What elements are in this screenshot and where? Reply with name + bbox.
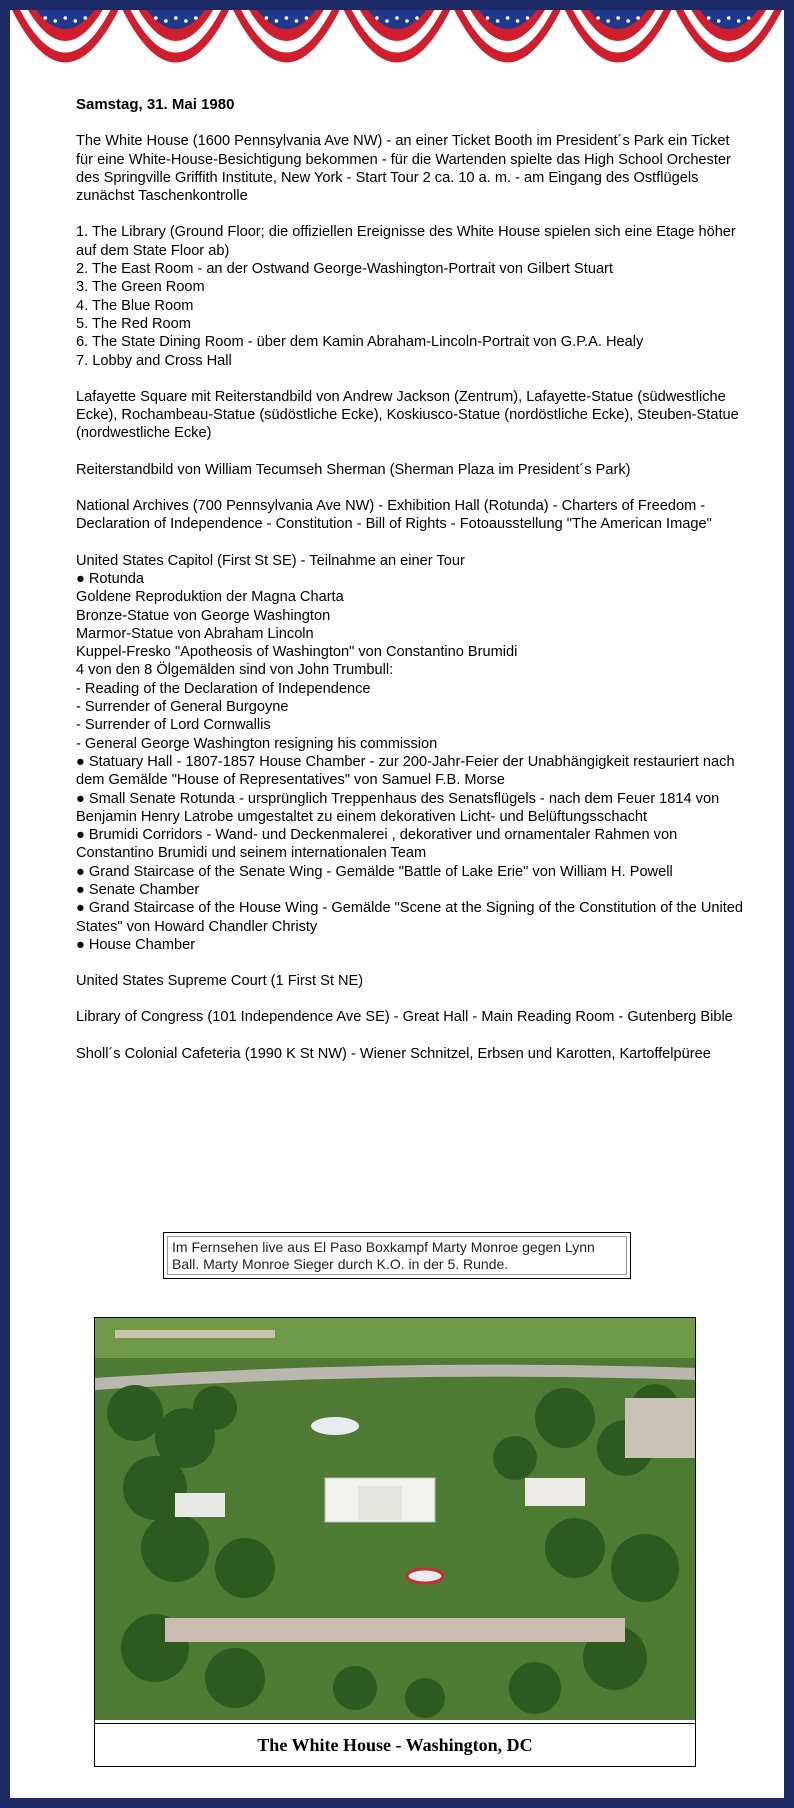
itinerary-line: 2. The East Room - an der Ostwand George-Washington-Portrait von Gilbert Stuart	[76, 261, 613, 278]
photo-caption: The White House - Washington, DC	[95, 1723, 695, 1766]
itinerary-block	[76, 972, 746, 990]
itinerary-line: 4. The Blue Room	[76, 297, 194, 314]
itinerary-line: National Archives (700 Pennsylvania Ave NW) - Exhibition Hall (Rotunda) - Charters of Freedom - Declaration of Independence - Constitution - Bill of Rights - Fotoausstellung "The American Image"	[76, 498, 712, 533]
itinerary-line: 3. The Green Room	[76, 279, 205, 296]
itinerary-line: United States Capitol (First St SE) - Teilnahme an einer Tour	[76, 552, 465, 569]
itinerary-line: The White House (1600 Pennsylvania Ave NW) - an einer Ticket Booth im President´s Park ein Ticket für eine White-House-Besichtigung bekommen - für die Wartenden spielte das High School Orchester des Springville Griffith Institute, New York - Start Tour 2 ca. 10 a. m. - am Eingang des Ostflügels zunächst Taschenkontrolle	[76, 133, 731, 205]
itinerary-line: ● Grand Staircase of the Senate Wing - Gemälde "Battle of Lake Erie" von William H. Powell	[76, 863, 673, 880]
itinerary-line: 1. The Library (Ground Floor; die offiziellen Ereignisse des White House spielen sich eine Etage höher auf dem State Floor ab)	[76, 224, 736, 259]
itinerary-line: Goldene Reproduktion der Magna Charta	[76, 589, 344, 606]
bunting-swag	[233, 10, 340, 63]
news-note-box	[163, 1232, 631, 1279]
bunting-swag	[565, 10, 672, 63]
itinerary-line: 6. The State Dining Room - über dem Kamin Abraham-Lincoln-Portrait von G.P.A. Healy	[76, 334, 644, 351]
itinerary-block	[76, 461, 746, 479]
itinerary-block	[76, 132, 746, 205]
itinerary-line: ● Brumidi Corridors - Wand- und Deckenmalerei , dekorativer und ornamentaler Rahmen von Constantino Brumidi und seinem internationalen Team	[76, 827, 678, 862]
itinerary-line: 7. Lobby and Cross Hall	[76, 352, 232, 369]
itinerary-block	[76, 388, 746, 443]
flag-bunting-banner	[10, 10, 784, 70]
itinerary-line: ● Senate Chamber	[76, 881, 200, 898]
itinerary-line: ● House Chamber	[76, 936, 196, 953]
itinerary-block	[76, 223, 746, 369]
itinerary-line: - General George Washington resigning his commission	[76, 735, 438, 752]
itinerary-line: Reiterstandbild von William Tecumseh Sherman (Sherman Plaza im President´s Park)	[76, 461, 631, 478]
content	[76, 96, 746, 1081]
photo-frame	[94, 1317, 696, 1767]
itinerary-line: Lafayette Square mit Reiterstandbild von Andrew Jackson (Zentrum), Lafayette-Statue (südwestliche Ecke), Rochambeau-Statue (südöstliche Ecke), Koskiusco-Statue (nordöstliche Ecke), Steuben-Statue (nordwestliche Ecke)	[76, 388, 739, 442]
bunting-swag	[123, 10, 230, 63]
itinerary-line: - Reading of the Declaration of Independence	[76, 680, 371, 697]
itinerary-line: Kuppel-Fresko "Apotheosis of Washington" von Constantino Brumidi	[76, 644, 518, 661]
bunting-swag	[12, 10, 119, 63]
itinerary-line: 4 von den 8 Ölgemälden sind von John Trumbull:	[76, 662, 394, 679]
itinerary-line: Bronze-Statue von George Washington	[76, 607, 331, 624]
itinerary-line: - Surrender of General Burgoyne	[76, 699, 289, 716]
itinerary-line: ● Small Senate Rotunda - ursprünglich Treppenhaus des Senatsflügels - nach dem Feuer 1814 von Benjamin Henry Latrobe umgestaltet zu einem dekorativen Licht- und Belüftungsschacht	[76, 790, 720, 825]
itinerary-line: - Surrender of Lord Cornwallis	[76, 717, 271, 734]
news-note-text: Im Fernsehen live aus El Paso Boxkampf Marty Monroe gegen Lynn Ball. Marty Monroe Sieger durch K.O. in der 5. Runde.	[167, 1236, 627, 1275]
itinerary-line: ● Rotunda	[76, 570, 145, 587]
itinerary-blocks	[76, 132, 746, 1063]
itinerary-line: United States Supreme Court (1 First St NE)	[76, 973, 364, 990]
itinerary-block	[76, 497, 746, 534]
bunting-swag	[454, 10, 561, 63]
itinerary-block	[76, 552, 746, 955]
itinerary-line: 5. The Red Room	[76, 315, 191, 332]
itinerary-line: Sholl´s Colonial Cafeteria (1990 K St NW) - Wiener Schnitzel, Erbsen und Karotten, Kartoffelpüree	[76, 1045, 711, 1062]
itinerary-line: ● Statuary Hall - 1807-1857 House Chamber - zur 200-Jahr-Feier der Unabhängigkeit restauriert nach dem Gemälde "House of Representatives" von Samuel F.B. Morse	[76, 753, 735, 789]
itinerary-line: Library of Congress (101 Independence Ave SE) - Great Hall - Main Reading Room - Gutenberg Bible	[76, 1009, 733, 1026]
bunting-swag	[344, 10, 451, 63]
white-house-aerial-photo	[95, 1318, 695, 1720]
bunting-swag	[675, 10, 782, 63]
page	[10, 10, 784, 1798]
itinerary-block	[76, 1045, 746, 1063]
itinerary-line: ● Grand Staircase of the House Wing - Gemälde "Scene at the Signing of the Constitution of the United States" von Howard Chandler Christy	[76, 900, 744, 935]
itinerary-block	[76, 1008, 746, 1026]
page-date-heading: Samstag, 31. Mai 1980	[76, 96, 235, 113]
itinerary-line: Marmor-Statue von Abraham Lincoln	[76, 625, 314, 642]
